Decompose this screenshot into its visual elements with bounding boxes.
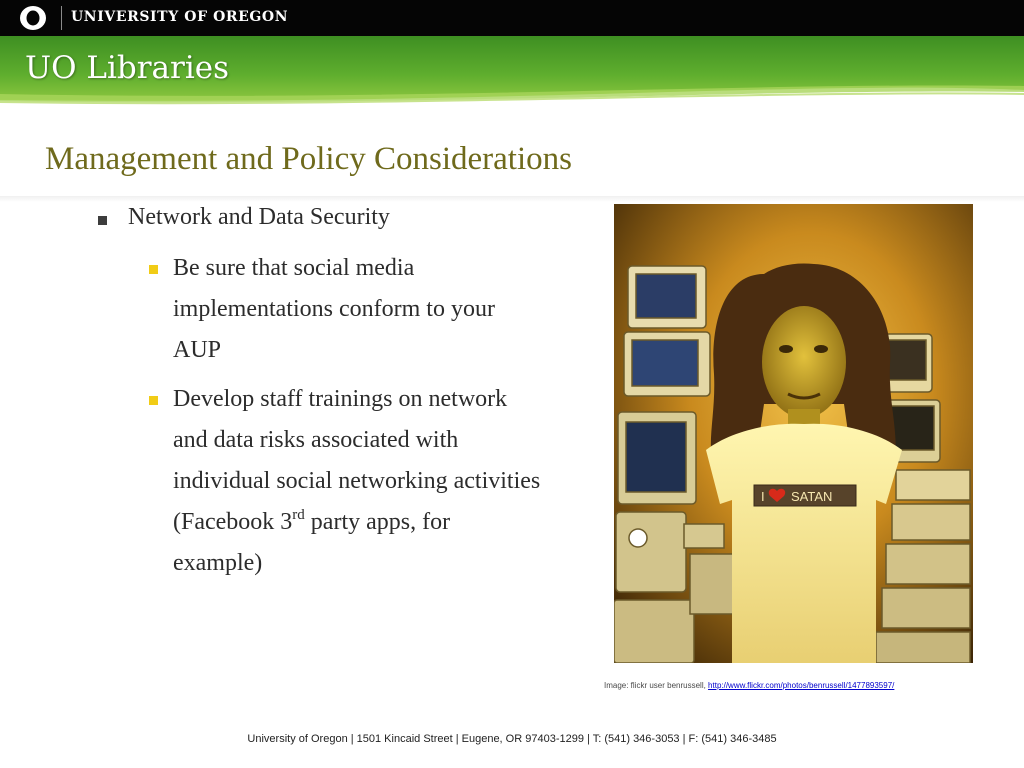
shirt-label xyxy=(754,485,856,506)
banner-title: UO Libraries xyxy=(25,50,230,86)
ordinal-superscript: rd xyxy=(292,507,305,523)
sub-bullet-line: individual social networking activities xyxy=(173,468,541,494)
facebook-text: (Facebook 3 xyxy=(173,509,293,535)
image-credit xyxy=(604,681,894,690)
sub-bullet-line: Be sure that social media xyxy=(173,255,415,281)
image-credit-prefix: Image: flickr user benrussell, xyxy=(604,681,709,690)
sub-bullet-square-icon xyxy=(149,265,158,274)
sub-bullet-line xyxy=(173,502,583,543)
footer-address: University of Oregon | 1501 Kincaid Street | Eugene, OR 97403-1299 | T: (541) 346-3053 | F: (541) 346-3485 xyxy=(247,733,777,745)
bullet-list xyxy=(0,0,600,600)
shirt-satan-text: SATAN xyxy=(791,489,833,504)
sub-bullet-line: implementations conform to your xyxy=(173,296,495,322)
university-name: UNIVERSITY OF OREGON xyxy=(71,9,289,25)
sub-bullet-line: example) xyxy=(173,550,263,576)
bullet-square-icon xyxy=(98,216,107,225)
bullet-network-security: Network and Data Security xyxy=(128,204,390,230)
sub-bullet-line: and data risks associated with xyxy=(173,427,459,453)
shirt-i-text: I xyxy=(761,489,765,504)
sub-bullet-aup xyxy=(173,248,583,371)
sub-bullet-line: AUP xyxy=(173,337,222,363)
party-apps-text: party apps, for xyxy=(304,509,451,535)
image-credit-link[interactable]: http://www.flickr.com/photos/benrussell/1477893597/ xyxy=(708,681,895,690)
sub-bullet-square-icon xyxy=(149,396,158,405)
sub-bullet-line: Develop staff trainings on network xyxy=(173,386,508,412)
photo-man-with-computers xyxy=(614,204,973,663)
sub-bullet-trainings xyxy=(173,379,583,584)
slide-title: Management and Policy Considerations xyxy=(45,141,572,177)
